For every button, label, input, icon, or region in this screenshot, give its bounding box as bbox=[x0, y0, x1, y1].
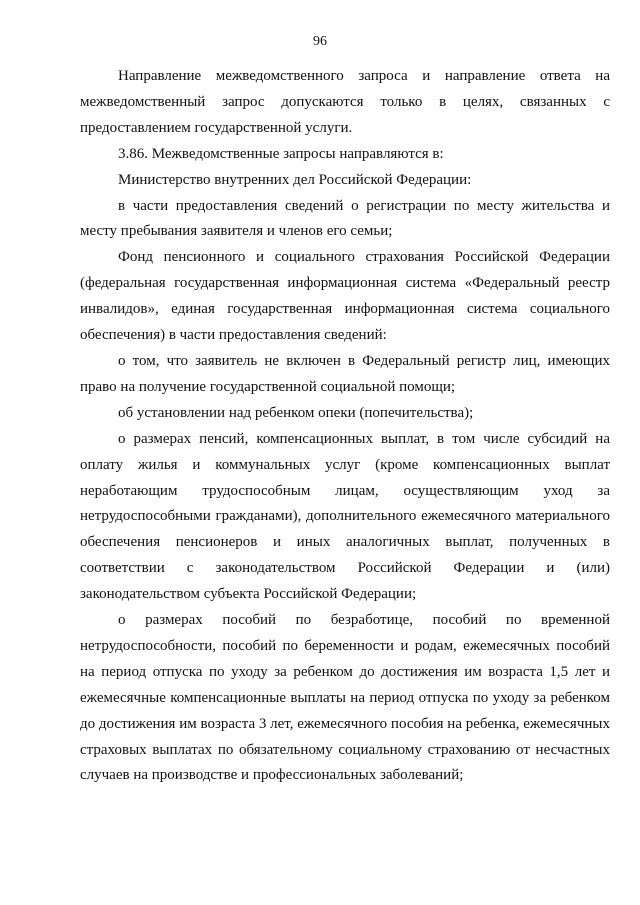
paragraph-section-3-86: 3.86. Межведомственные запросы направляются в: bbox=[118, 145, 444, 162]
paragraph-pension-amounts: о размерах пенсий, компенсационных выплат, в том числе субсидий на оплату жилья и коммунальных услуг (кроме компенсационных выплат неработающим трудоспособным лицам, осуществляющим уход за нетрудоспособными гражданами), дополнительного ежемесячного материального обеспечения пенсионеров и иных аналогичных выплат, полученных в соответствии с законодательством Российской Федерации и (или) законодательством субъекта Российской Федерации; bbox=[80, 430, 610, 603]
paragraph-interagency-request-purpose: Направление межведомственного запроса и направление ответа на межведомственный запрос допускаются только в целях, связанных с предоставлением государственной услуги. bbox=[80, 68, 610, 136]
paragraph-registration-info: в части предоставления сведений о регистрации по месту жительства и месту пребывания заявителя и членов его семьи; bbox=[80, 197, 610, 240]
paragraph-benefit-amounts: о размерах пособий по безработице, пособий по временной нетрудоспособности, пособий по беременности и родам, ежемесячных пособий на период отпуска по уходу за ребенком до достижения им возраста 1,5 лет и ежемесячные компенсационные выплаты на период отпуска по уходу за ребенком до достижения им возраста 3 лет, ежемесячного пособия на ребенка, ежемесячных страховых выплатах по обязательному социальному страхованию от несчастных случаев на производстве и профессиональных заболеваний; bbox=[80, 612, 610, 784]
document-body bbox=[80, 64, 610, 789]
paragraph-not-in-register: о том, что заявитель не включен в Федеральный регистр лиц, имеющих право на получение государственной социальной помощи; bbox=[80, 352, 610, 395]
paragraph-ministry-internal-affairs: Министерство внутренних дел Российской Федерации: bbox=[118, 171, 472, 188]
paragraph-pension-social-fund: Фонд пенсионного и социального страхования Российской Федерации (федеральная государственная информационная система «Федеральный реестр инвалидов», единая государственная информационная система социального обеспечения) в части предоставления сведений: bbox=[80, 249, 610, 344]
paragraph-guardianship: об установлении над ребенком опеки (попечительства); bbox=[118, 404, 474, 421]
page-number: 96 bbox=[313, 34, 327, 49]
